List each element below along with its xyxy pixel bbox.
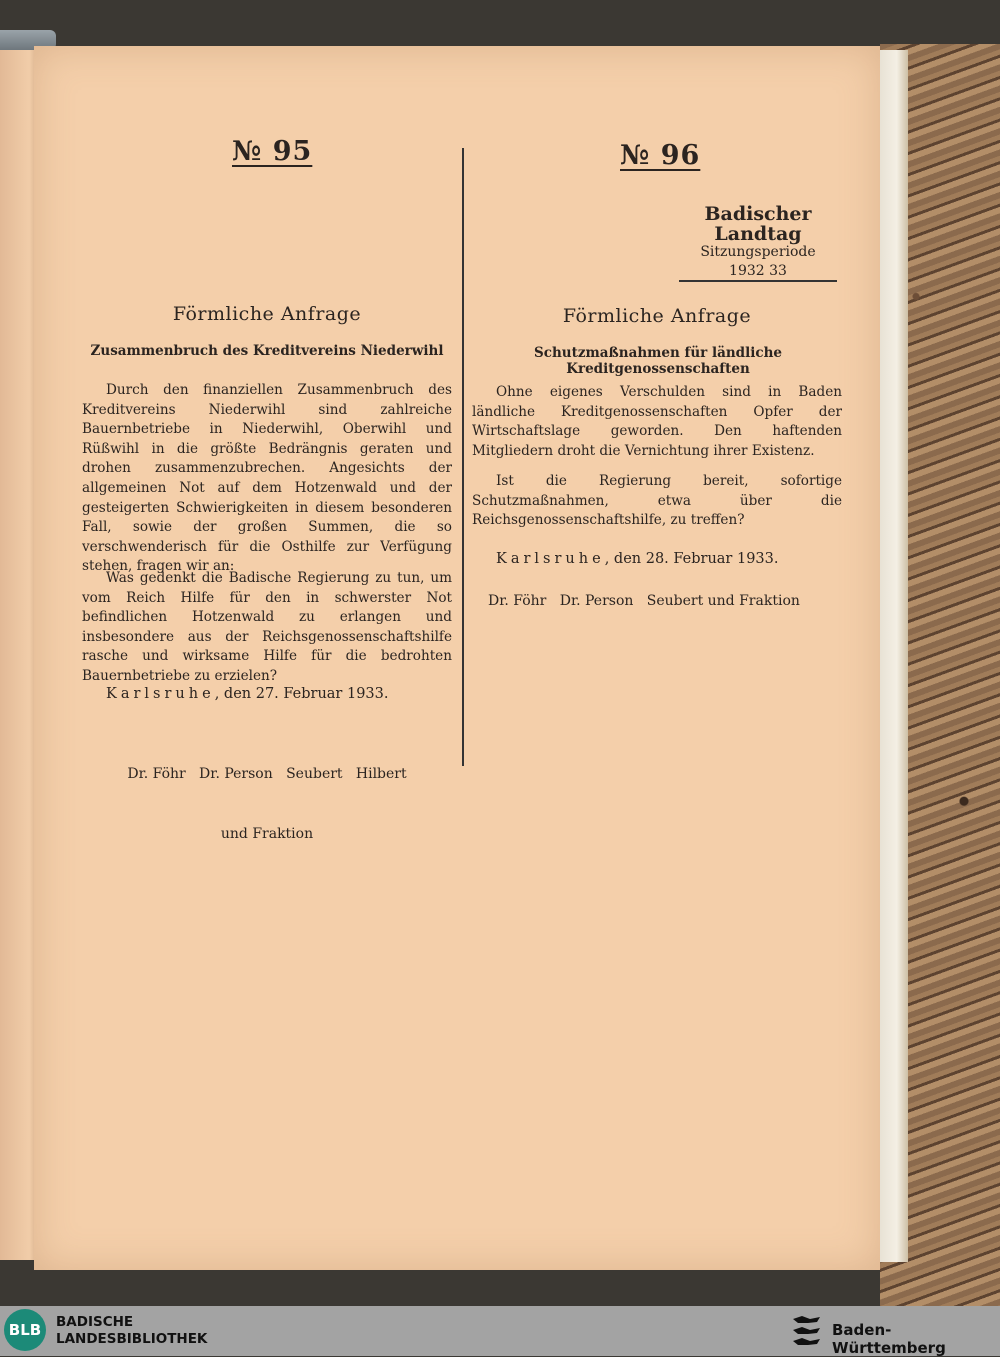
left-heading: Förmliche Anfrage — [172, 303, 362, 325]
right-place-date — [496, 551, 778, 567]
left-subheading: Zusammenbruch des Kreditvereins Niederwihl — [90, 343, 444, 359]
blb-logo-icon[interactable]: BLB — [4, 1309, 46, 1351]
left-paragraph-2: Was gedenkt die Badische Regierung zu tun, um vom Reich Hilfe für den in schwerster Not befindlichen Hotzenwald zu erlangen und insbesondere aus der Reichsgenossenschaftshilfe rasche und wirksame Hilfe für die bedrohten Bauernbetriebe zu erzielen? — [82, 570, 452, 684]
left-paragraph-1: Durch den finanziellen Zusammenbruch des Kreditvereins Niederwihl sind zahlreiche Bauernbetriebe in Niederwihl, Oberwihl und Rüßwihl in die größte Bedrängnis geraten und drohen zusammenzubrechen. Angesichts der allgemeinen Not auf dem Hotzenwald und der gesteigerten Schwierigkeiten in diesem besonderen Fall, sowie der großen Summen, die so verschwenderisch für die Osthilfe zur Verfügung stehen, fragen wir an: — [82, 382, 452, 575]
state-name[interactable]: Baden-Württemberg — [832, 1321, 946, 1357]
right-paragraph-2: Ist die Regierung bereit, sofortige Schutzmaßnahmen, etwa über die Reichsgenossenschaftshilfe, zu treffen? — [472, 473, 842, 529]
landtag-stamp-year: 1932 33 — [679, 264, 837, 283]
landtag-stamp-title: Badischer Landtag — [704, 203, 812, 245]
page-stack-edge — [880, 50, 908, 1262]
right-place: Karlsruhe — [496, 551, 605, 567]
left-place: Karlsruhe — [106, 686, 215, 702]
right-subheading: Schutzmaßnahmen für ländliche Kreditgenossenschaften — [533, 345, 782, 377]
right-signatures: Dr. Föhr Dr. Person Seubert und Fraktion — [488, 593, 800, 609]
left-signatures — [82, 724, 452, 864]
left-date: , den 27. Februar 1933. — [214, 686, 389, 702]
landtag-stamp-session: Sitzungsperiode — [700, 243, 816, 260]
library-name-line-2: LANDESBIBLIOTHEK — [56, 1331, 208, 1347]
left-place-date — [106, 686, 388, 702]
right-document-number: № 96 — [620, 140, 701, 171]
left-signatures-line-2: und Fraktion — [220, 826, 314, 842]
column-divider — [462, 148, 464, 766]
left-document-number: № 95 — [232, 136, 313, 167]
left-signatures-line-1: Dr. Föhr Dr. Person Seubert Hilbert — [127, 766, 407, 782]
right-heading: Förmliche Anfrage — [562, 305, 752, 327]
footer-bar — [0, 1306, 1000, 1356]
landtag-stamp — [676, 205, 840, 282]
right-paragraph-1: Ohne eigenes Verschulden sind in Baden ländliche Kreditgenossenschaften Opfer der Wirtschaftslage geworden. Den haftenden Mitgliedern droht die Vernichtung ihrer Existenz. — [472, 384, 842, 459]
library-name-line-1: BADISCHE — [56, 1314, 134, 1330]
right-date: , den 28. Februar 1933. — [604, 551, 779, 567]
library-name[interactable] — [56, 1314, 207, 1348]
baden-wuerttemberg-lions-icon — [790, 1313, 824, 1349]
